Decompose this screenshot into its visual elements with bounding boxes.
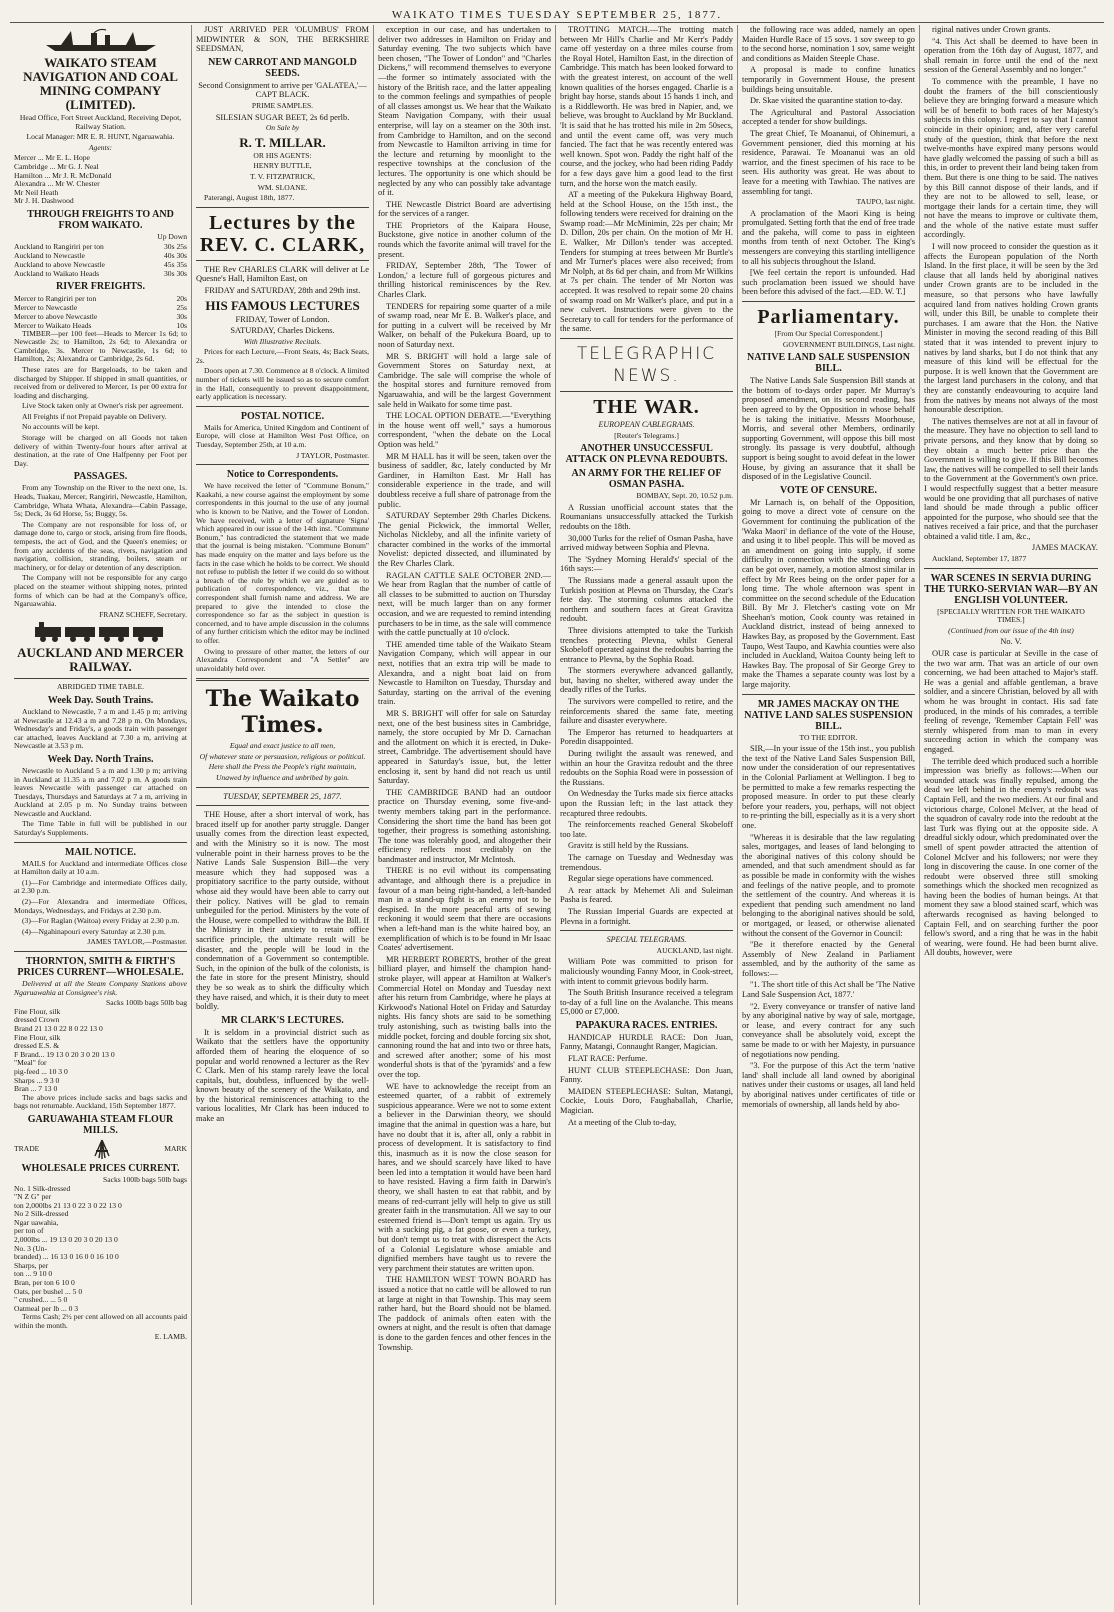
lecture-prices: Prices for each Lecture,—Front Seats, 4s; Back Seats, 2s. — [196, 347, 369, 365]
table-row — [14, 303, 187, 312]
news-paragraph: MR S. BRIGHT will hold a large sale of Government Stores on Saturday next, at Cambridge. The sale will comprise the whole of the hospital stores and furniture removed from Ngaruawahia, and will be the largest Government sale held in Waikato for some time past. — [378, 351, 551, 409]
list-item: ton ... 9 10 0 — [14, 1269, 53, 1279]
trade-mark — [14, 1138, 187, 1160]
motto-line: Here shall the Press the People's right maintain, — [208, 762, 357, 772]
list-item: branded) ... 16 13 0 16 0 0 16 10 0 — [14, 1252, 119, 1262]
river-table — [14, 294, 187, 330]
prices-head: Sacks 100lb bags 50lb bag — [106, 998, 187, 1008]
mackay-letter-title: MR JAMES MACKAY ON THE NATIVE LAND SALES SUSPENSION BILL. — [744, 698, 913, 732]
news-paragraph: THE LOCAL OPTION DEBATE.—"Everything in the house went off well," says a humorous correspondent, "when the debate on the Local Option was held." — [378, 411, 551, 449]
war-title: THE WAR. — [593, 396, 700, 418]
lectures-intro: THE Rev CHARLES CLARK will deliver at Le Quesne's Hall, Hamilton East, on — [196, 264, 369, 284]
race-entry: FLAT RACE: Perfume. — [568, 1054, 648, 1064]
table-row — [14, 269, 187, 278]
parliamentary-title: Parliamentary. — [757, 306, 900, 329]
list-item: dressed E.S. & — [14, 1041, 60, 1051]
divider — [196, 805, 369, 806]
list-item: 2,000lbs ... 19 13 0 20 3 0 20 13 0 — [14, 1235, 118, 1245]
news-paragraph: AT a meeting of the Pukekura Highway Board, held at the School House, on the 15th inst., the following tenders were received for draining on the Swamp road:—Mr McMinimin, 22s per chain; Mr D. Dillon, 20s per chain. On the motion of Mr H. E. Walker, Mr Dillon's tender was accepted. Tenders for stumping at trees between Mr Burtle's and Mr Turner's places were also received; from Mr Nolph, at 8s 6d per chain, and from Mr Wilkins at 7s per chain. The tender of Mr Norton was accepted. It was resolved to repair some 20 chains of swamp road on Mr Walker's place, and put in a new culvert. Instructions were given to the Secretary to call for tenders for the performance of the same. — [560, 190, 733, 334]
seeds-title: NEW CARROT AND MANGOLD SEEDS. — [208, 56, 357, 79]
wholesale-title: WHOLESALE PRICES CURRENT. — [21, 1162, 180, 1174]
news-paragraph: THERE is no evil without its compensating advantage, and although there is a prejudice in favour of a man being right-handed, a left-handed man in a stand-up fight is an enemy not to be despised. In the more peaceful arts of sewing reckoning it would seem that there are occasions when a left-hand man is the white haired boy, an exemplification of which is to be found in Mr Isaac Coates' advertisement. — [378, 866, 551, 953]
agent-row: Mercer ... Mr E. L. Hope — [14, 153, 90, 163]
war-paragraph: Gravitz is still held by the Russians. — [568, 841, 689, 851]
news-paragraph: THE amended time table of the Waikato Steam Navigation Company, which will appear in our next, notifies that an extra trip will be made to Alexandra, and a night boat laid on from Newcastle to Hamilton on Tuesday, Thursday and Saturday, starting on the arrival of the evening train. — [378, 639, 551, 707]
millar-name: R. T. MILLAR. — [239, 134, 326, 150]
letter-paragraph: The natives themselves are not at all in favour of the measure. They have no objection to sell land to private persons, and they know that by doing so they obtain a much better price than the Government is willing to give. If this Bill becomes law, the natives will be compelled to sell their lands to the Government at the Government's own price. I would respectfully suggest that a better measure would be one providing that all purchases of native land should be made through a public officer appointed for the purpose, who should see that the natives received a fair price, and that the purchaser obtained a valid title. I am, &c., — [924, 416, 1098, 541]
divider — [196, 207, 369, 208]
news-paragraph: The Agricultural and Pastoral Association accepted a tender for show buildings. — [742, 107, 915, 127]
list-item: Bran, per ton 6 10 0 — [14, 1278, 75, 1288]
army-headline: AN ARMY FOR THE RELIEF OF OSMAN PASHA. — [571, 468, 722, 491]
divider — [560, 338, 733, 339]
news-paragraph: A proclamation of the Maori King is being promulgated. Setting forth that the end of free trade and the pakeha, will come to pass in eighteen months from tenth of next October. The King's messengers are conveying this startling intelligence to all his subjects throughout the Island. — [742, 208, 915, 266]
steam-nav-title: WAIKATO STEAM NAVIGATION AND COAL MINING COMPANY (LIMITED). — [23, 55, 178, 112]
river-rate: 20s — [176, 293, 187, 303]
news-paragraph: the following race was added, namely an open Maiden Hurdle Race of 15 sovs. 1 sov sweep to go to the second horse, nomination 1 sov, same weight and conditions as Maiden Steeple Chase. — [742, 25, 915, 63]
war-paragraph: 30,000 Turks for the relief of Osman Pasha, have arrived midway between Sophia and Plevna. — [560, 533, 733, 553]
head-office: Head Office, Fort Street Auckland, Receiving Depot, Railway Station. — [19, 113, 182, 131]
column-1 — [10, 25, 192, 1605]
war-paragraph: The reinforcements reached General Skobeloff too late. — [560, 820, 733, 839]
list-item: Fine Flour, silk — [14, 1006, 61, 1016]
river-rate: 30s — [176, 311, 187, 321]
paper-title: The Waikato Times. — [205, 686, 360, 739]
serbia-title: WAR SCENES IN SERVIA DURING THE TURKO-SERVIAN WAR—BY AN ENGLISH VOLUNTEER. — [924, 572, 1098, 606]
table-row — [14, 260, 187, 269]
list-item: Oatmeal per lb ... 0 3 — [14, 1303, 79, 1313]
agent-name: T. V. FITZPATRICK, — [250, 171, 315, 181]
agent-row: Mr Neil Heath — [14, 187, 59, 197]
to-editor: TO THE EDITOR. — [799, 732, 858, 742]
divider — [560, 391, 733, 392]
company-note-2: The Company will not be responsible for any cargo placed on the steamer without shipping notes, printed forms of which can be had at the Company's office, Ngaruawahia. — [14, 573, 187, 609]
list-item: dressed Crown — [14, 1015, 60, 1025]
correspondents-text: We have received the letter of "Commune Bonum," Kaakahi, a new course against the employment by some correspondents in this journal to the use of any journal who is known to be Native, and the Tower of London. We have received, with a letter of signature 'Signa' which appeared in our issue of the 14th inst. "Commune Bonum," has contradicted the statement that we made that the journal is being mistaken. "Commune Bonum" has made enquiry on the matter and lays before us the facts in the case which he holds to be correct. We should not refuse to publish the letter if we could do so without a breach of the rule by which we are guided as to publication of correspondence, viz., that the correspondent shall furnish name and address. We are prepared to give the intended to close the correspondence so far as the subject in question is concerned, and to have ample discussion in the columns of any further criticism which the editor may be inclined to offer. — [196, 481, 369, 645]
prepaid-note: All Freights if not Prepaid payable on Delivery. — [22, 411, 167, 421]
list-item: Brand 21 13 0 22 8 0 22 13 0 — [14, 1023, 103, 1033]
agent-row: Hamilton ... Mr J. R. McDonald — [14, 170, 112, 180]
list-item: " crushed... ... 5 0 — [14, 1295, 68, 1305]
abridged-title: ABRIDGED TIME TABLE. — [56, 682, 145, 692]
column-6 — [920, 25, 1102, 1605]
freights-title: THROUGH FREIGHTS TO AND FROM WAIKATO. — [27, 208, 174, 231]
letter-paragraph: "1. The short title of this Act shall be 'The Native Land Sale Suspension Act, 1877.' — [742, 980, 915, 1000]
timetable-note: The Time Table in full will be published in our Saturday's Supplements. — [14, 819, 187, 838]
list-item: No 2 Silk-dressed — [14, 1209, 69, 1219]
south-trains-text: Auckland to Newcastle, 7 a m and 1.45 p m; arriving at Newcastle at 12.43 a m and 7.28 p m. On Mondays, Wednesday's and Friday's, a goods train with passenger car attached, leaves Auckland at 7.30 a m, arriving at Newcastle at 3.53 p m. — [14, 706, 187, 751]
list-item: Sharps ... 9 3 0 — [14, 1075, 60, 1085]
agent-name: HENRY BUTTLE, — [253, 161, 312, 171]
mail-signature: JAMES TAYLOR,—Postmaster. — [87, 937, 187, 947]
letter-paragraph: SIR,—In your issue of the 15th inst., you publish the text of the Native Land Sales Suspension Bill, now under the consideration of our representatives in the Colonial Parliament at Wellington. I beg to be permitted to make a few remarks respecting the proposed measure. In order to put these clearly before your readers, you, perhaps, will not object to re-printing the bill, especially as it is a very short one. — [742, 744, 915, 830]
railway-title: AUCKLAND AND MERCER RAILWAY. — [17, 645, 184, 675]
postal-notice: Mails for America, United Kingdom and Continent of Europe, will close at Hamilton West Post Office, on Tuesday, September 25th, at 10 a.m. — [196, 422, 369, 450]
taupo-dateline: TAUPO, last night. — [856, 197, 915, 207]
lectures-dates: FRIDAY and SATURDAY, 28th and 29th inst. — [204, 285, 361, 295]
list-item: "N Z G" per — [14, 1192, 52, 1202]
lectures-title: Lectures by the REV. C. CLARK, — [199, 211, 366, 256]
freight-rate: 40s 30s — [164, 250, 187, 260]
trade-label: TRADE — [14, 1143, 40, 1153]
famous-lectures: HIS FAMOUS LECTURES — [205, 297, 360, 313]
serbia-note: [SPECIALLY WRITTEN FOR THE WAIKATO TIMES.] — [937, 606, 1085, 625]
news-paragraph: MR S. BRIGHT will offer for sale on Saturday next, one of the best business sites in Cambridge, namely, the store occupied by Mr D. Carnachan and the allotment on which it is erected, in Duke-street, Cambridge. The advertisement should have appeared in Saturday's issue, but, the letter enclosing it, sent by hand did not reach us until Saturday. — [378, 708, 551, 786]
divider — [196, 464, 369, 465]
bombay-dateline: BOMBAY, Sept. 20, 10.52 p.m. — [636, 491, 733, 501]
mail-line: (1)—For Cambridge and intermediate Offices daily, at 2.30 p.m. — [14, 877, 187, 896]
river-title: RIVER FREIGHTS. — [56, 280, 145, 292]
news-paragraph: Mr Larnach is, on behalf of the Opposition, going to move a direct vote of censure on the Government for continuing the publication of the 'Waka Maori' in defiance of the vote of the House, and using it to libel people. This will be moved as an amendment on going into supply, if some difficulty in connection with the standing orders can be got over, namely, a motion almost similar in effect by Mr Rees being on the order paper for a long time. The whole afternoon was spent in committee on the second schedule of the Education Bill. By Mr J. Fletcher's casting vote on Mr Sheehan's motion, Cook county was retained in Auckland district, instead of being annexed to Hawkes Bay, as proposed by the Government. East Taupo, West Taupo, and Kawhia counties were also included in Auckland, Waitoa County being left to Hawkes Bay. The proposal of Sir George Grey to make the Thames a separate county was lost by a large majority. — [742, 497, 915, 690]
list-item: Fine Flour, silk — [14, 1032, 61, 1042]
special-paragraph: The South British Insurance received a telegram to-day of a full line on the Avalanche. This means £5,000 or £7,000. — [560, 988, 733, 1017]
news-paragraph: FRIDAY, September 28th, 'The Tower of London,' a lecture full of gorgeous pictures and thrilling historical reminiscences by the Rev. Charles Clark. — [378, 261, 551, 300]
letter-paragraph: To commence with the preamble, I have no doubt the framers of the bill conscientiously believe they are bringing forward a measure which will be of benefit to both races of her Majesty's subjects in this colony. I regret to say that I cannot coincide in their opinion; and, after very careful study of the question, think that before the next twelve-months have expired many persons would have gladly welcomed the passing of such a bill as this, in order to prevent their land being taken from them. But there is one thing to be said. The natives by this Bill cannot dispose of their lands, and if they are not to be allowed to sell, lease, or mortgage their lands for a certain time, they will not have the means to improve or cultivate them, and the whole of the native estate must suffer accordingly. — [924, 76, 1098, 240]
letter-paragraph: "2. Every conveyance or transfer of native land by any aboriginal native by way of sale, mortgage, or lease, and every contract for any such conveyance shall be absolutely void, except the same be made to or with her Majesty, in pursuance of negotiations now pending. — [742, 1001, 915, 1059]
divider — [196, 678, 369, 681]
news-paragraph: [We feel certain the report is unfounded. Had such proclamation been issued we should have been before this advised of the fact.—ED. W. T.] — [742, 268, 915, 297]
war-paragraph: The Russian Imperial Guards are expected at Plevna in a fortnight. — [560, 906, 733, 926]
storage-note: Storage will be charged on all Goods not taken delivery of within Twenty-four hours after arrival at destination, at the rate of One Halfpenny per Foot per Day. — [14, 433, 187, 468]
news-paragraph: RAGLAN CATTLE SALE OCTOBER 2ND.—We hear from Raglan that the number of cattle of all classes to be submitted to auction on Thursday next, will be much larger than on any former occasion, and we are requested to remind intending purchasers to be in time, as the sale will commence with the cattle punctually at 10 o'clock. — [378, 570, 551, 638]
paterangi-date: Paterangi, August 18th, 1877. — [204, 193, 295, 203]
lamb-signature: E. LAMB. — [154, 1331, 187, 1341]
cablegrams-label: EUROPEAN CABLEGRAMS. — [598, 420, 695, 429]
sugar-beet: SILESIAN SUGAR BEET, 2s 6d perlb. — [215, 112, 350, 122]
south-trains-title: Week Day. South Trains. — [47, 694, 154, 706]
news-paragraph: TROTTING MATCH.—The trotting match between Mr Hill's Charlie and Mr Kerr's Paddy came off yesterday on a three miles course from the Royal Hotel, Hamilton East, in the direction of Cambridge. This match has been looked forward to with the greatest interest, on account of the well known qualities of the horses engaged. Charlie is a bright bay horse, stands about 15 hands 1 inch, and is a Riddleworth. He was bred in Napier, and, we believe, was brought to Auckland by Mr Buckland. 'It is said that he has trotted his mile in 2m 50secs, and until the event came off, was very much fancied. The fact that he was recently entered was well known. Spot won. Paddy the right half of the course, and the jockey, who had been riding Paddy for a few days gave him a good lead to the first turn, and the horse won the match easily. — [560, 25, 733, 188]
mackay-date: Auckland, September 17, 1877 — [932, 554, 1027, 564]
list-item: No. 1 Silk-dressed — [14, 1183, 71, 1193]
divider — [14, 678, 187, 679]
own-correspondent: [From Our Special Correspondent.] — [774, 329, 883, 339]
train-icon — [31, 621, 171, 643]
livestock-note: Live Stock taken only at Owner's risk per agreement. — [22, 401, 184, 411]
seeds-arrived: JUST ARRIVED PER 'OLUMBUS' FROM MIDWINTER & SON, THE BERKSHIRE SEEDSMAN, — [196, 25, 369, 54]
special-telegrams-title: SPECIAL TELEGRAMS. — [606, 935, 687, 945]
divider — [560, 930, 733, 931]
censure-title: VOTE OF CENSURE. — [780, 484, 877, 496]
prices-title: THORNTON, SMITH & FIRTH'S PRICES CURRENT—WHOLESALE. — [17, 956, 184, 978]
war-paragraph: The 'Sydney Morning Herald's' special of the 16th says:— — [560, 554, 733, 574]
wholesale-head: Sacks 100lb bags 50lb bags — [103, 1174, 187, 1184]
serbia-paragraph: The terrible deed which produced such a horrible impression was briefly as follows:—When our wounded attack was finally repulsed, among the dead we left behind in the enemy's redoubt was Captain Fell, and the two mediers. At our final and victorious charge, Colonel McIver, at the head of the squadron of cavalry rode into the redoubt at the last Turk was flying out at the opposite side. A dreadful sickly odour, which predominated over the smell of spent powder attracted the attention of Colonel McIver and his followers; nor were they long in discovering the cause. In one corner of the redoubt were observed three still smoking somethings which the shocked men recognized as having been the bodies of human beings. At that moment they saw a blood stained scarf, which was afterwards recognised as having belonged to Captain Fell, and on searching further the poor fellow's sword, and a ring that he was in the habit of wearing, were found. He had been burnt alive. All doubts, however, were — [924, 756, 1098, 958]
attack-headline: ANOTHER UNSUCCESSFUL ATTACK ON PLEVNA REDOUBTS. — [565, 443, 728, 466]
nlss-title: NATIVE LAND SALE SUSPENSION BILL. — [747, 352, 910, 375]
divider — [742, 301, 915, 302]
on-sale-label: On Sale by — [265, 123, 300, 133]
war-paragraph: The Emperor has returned to headquarters at Poredin disappointed. — [560, 727, 733, 747]
letter-paragraph: riginal natives under Crown grants. — [932, 25, 1051, 34]
list-item: Ngar uawahia, — [14, 1217, 59, 1227]
race-entry: At a meeting of the Club to-day, — [568, 1117, 677, 1127]
news-paragraph: SATURDAY September 29th Charles Dickens. The genial Pickwick, the immortal Weller, Nicholas Nickleby, and all the infinite variety of character combined in the works of the immortal Novelist: depicted dissected, and illuminated by the Rev Charles Clark. — [378, 511, 551, 569]
wholesale-list — [14, 1185, 187, 1314]
accounts-note: No accounts will be kept. — [22, 422, 100, 432]
news-paragraph: WE have to acknowledge the receipt from an esteemed quarter, of a rabbit of extremely suspicious appearance. Were we not to some extent a believer in the Darwinian theory, we should imagine that the animal in question was a hare, but have no doubt that it is, after all, only a rabbit in process of development. It is satisfactory to find this, inasmuch as it is now the close season for hares, and we should scarcely have liked to have been led into a temptation it would have been hard to have resisted. Having a firm faith in Darwin's theory, we shall hasten to eat that rabbit, and by means of red-currant jelly will help to give us still greater faith in the transmutation. All we say to our esteemed friend is—Don't tempt us again. Try us with a sucking pig, a fat goose, or even a turkey, but don't tempt us to treat with disrespect the Acts of a Colonial Legislature whose amiable and dignified members have taught us to revere the very parchment their statutes are written upon. — [378, 1081, 551, 1273]
agent-row: Cambridge ... Mr G. J. Neal — [14, 161, 99, 171]
passages-title: PASSAGES. — [73, 471, 128, 483]
freight-route: Auckland to Newcastle — [14, 250, 85, 260]
prices-list — [14, 1008, 187, 1094]
letter-paragraph: "Whereas it is desirable that the law regulating sales, mortgages, and leases of land belonging to the aboriginal natives of this colony should be amended, and that such amendment should as far as possible be made in conformity with the wishes and feelings of the native people, and to promote the settlement of the country. And whereas it is expedient that pending such amendment no land belonging to the aboriginal natives should be sold, or mortgaged, or leased, or otherwise alienated without the consent of the Governor in Council: — [742, 832, 915, 938]
mills-title: GARUAWAHIA STEAM FLOUR MILLS. — [27, 1113, 174, 1136]
column-4 — [556, 25, 738, 1605]
list-item: No. 3 (Un- — [14, 1243, 48, 1253]
news-paragraph: The great Chief, Te Moananui, of Ohinemuri, a Government pensioner, died this morning at his residence, Parawai. Te Moananui was an old warrior, and the finest specimen of his race to be seen. His authority was great. He was about to leave for a meeting with Tawhiao. The natives are assembling for tangi. — [742, 128, 915, 196]
column-5 — [738, 25, 920, 1605]
mail-line: (4)—Ngahinapouri every Saturday at 2.30 p.m. — [22, 926, 166, 936]
news-paragraph: TENDERS for repairing some quarter of a mile of swamp road, near Mr E. B. Walker's place, and for putting in a culvert will be received by Mr Walker, on behalf of the Pukekura Board, up to noon of Saturday next. — [378, 301, 551, 349]
prime-samples: PRIME SAMPLES. — [251, 100, 314, 110]
news-paragraph: The Native Lands Sale Suspension Bill stands at the bottom of to-days order paper. Mr Murray's proposed amendment, on its second reading, has been agreed to by the Opposition in whose behalf he is taking the initiative. Messrs Moorhouse, Morris, and several other Members, ordinarily supporting Government, will oppose this bill most strongly. Its passage is very doubtful, although support is being sought to avoid defeat in the lower House, by giving an assurance that it shall be disposed of in the Legislative Council. — [742, 376, 915, 482]
mail-notice-title: MAIL NOTICE. — [64, 846, 137, 858]
consignment-note: Second Consignment to arrive per 'GALATEA,'—CAPT BLACK. — [198, 80, 367, 100]
mail-line: (3)—For Raglan (Waitoa) every Friday at 2.30 p.m. — [22, 916, 180, 926]
war-paragraph: The carnage on Tuesday and Wednesday was tremendous. — [560, 852, 733, 872]
list-item: "Meal" for — [14, 1058, 47, 1068]
divider — [742, 694, 915, 695]
clark-lectures-title: MR CLARK'S LECTURES. — [221, 1014, 344, 1026]
war-paragraph: Three divisions attempted to take the Turkish trenches protecting Plevna, whilst General Skobeloff operated against the redoubts barring the entrance to Plevna, by the Sophia Road. — [560, 625, 733, 664]
race-entry: HANDICAP HURDLE RACE: Don Juan, Fanny, Matangi, Connaught Ranger, Magician. — [560, 1032, 733, 1052]
divider — [14, 951, 187, 952]
divider — [196, 787, 369, 788]
mail-line: MAILS for Auckland and intermediate Offices close at Hamilton daily at 10 a.m. — [14, 858, 187, 877]
news-paragraph: A proposal is made to confine lunatics temporarily in Government House, the present buildings being unsuitable. — [742, 65, 915, 94]
divider — [196, 260, 369, 261]
reuter-label: [Reuter's Telegrams.] — [614, 430, 679, 440]
prices-note: Delivered at all the Steam Company Stations above Ngaruawahia at Consignee's risk. — [14, 979, 187, 997]
river-route: Mercer to Newcastle — [14, 302, 78, 312]
divider — [14, 842, 187, 843]
column-3 — [374, 25, 556, 1605]
illustrative-note: With Illustrative Recitals. — [243, 336, 322, 346]
letter-paragraph: "3. For the purpose of this Act the term 'native land' shall include all land owned by aboriginal natives under their customs or usages, all land held by aboriginal natives under certificates of title or memorials of ownership, all lands held by abo- — [742, 1061, 915, 1109]
mail-line: (2)—For Alexandra and intermediate Offices, Mondays, Wednesdays, and Fridays at 2.30 p.m. — [14, 897, 187, 915]
column-2 — [192, 25, 374, 1605]
company-note: The Company are not responsible for loss of, or damage done to, cargo or stock, arising from fire floods, tempests, the act of God, and the Queen's enemies; or from any accidents of the seas, rivers, navigation and navigation, collision, stranding, boilers, steam or machinery, or for delay or detention of any description. — [14, 519, 187, 572]
news-paragraph: THE Newcastle District Board are advertising for the services of a ranger. — [378, 199, 551, 219]
correspondents-text-2: Owing to pressure of other matter, the letters of our Alexandra Correspondent and "A Settler" are unavoidably held over. — [196, 646, 369, 673]
freight-rate: 45s 35s — [164, 259, 187, 269]
freights-table — [14, 242, 187, 278]
river-route: Mercer to above Newcastle — [14, 311, 98, 321]
news-paragraph: THE Proprietors of the Kaipara House, Buckstone, give notice in another column of the rounds which the favorite animal will travel for the present. — [378, 220, 551, 259]
river-rate: 10s — [176, 320, 187, 330]
news-paragraph: THE CAMBRIDGE BAND had an outdoor practice on Thursday evening, some five-and-twenty members taking part in the performance. Considering the short time the band has been got together, their progress is something astonishing. The tone was tolerably good, and altogether their efficiency reflects most creditably on the bandmaster and instructor, Mr McIntosh. — [378, 787, 551, 864]
race-entry: HUNT CLUB STEEPLECHASE: Don Juan, Fanny. — [560, 1065, 733, 1085]
list-item: per ton of — [14, 1226, 44, 1236]
steamer-icon — [41, 27, 161, 53]
table-row — [14, 294, 187, 303]
letter-paragraph: I will now proceed to consider the question as it affects the European population of the North Island. In the first place, it will be seen by the 3rd clause that all lands held by aboriginal natives under Crown grants are to be included in the measure, so that persons who have lawfully acquired land from natives holding Crown grants will, under this Bill, be unable to complete their purchases. I am aware that the Hon. the Native Minister in moving the second reading of this Bill stated that it was intended to prevent injury to natives by land sharks, but I do not think that any measure of this kind will be effectual for the purpose. It is well known that the Government are the largest land purchasers in the colony, and that they are constantly endeavouring to acquire land from the natives by means not always of the most honourable description. — [924, 242, 1098, 415]
saturday-lecture: SATURDAY, Charles Dickens. — [230, 326, 335, 336]
motto-line: Of whatever state or persuasion, religious or political. — [199, 751, 366, 761]
agents-label: Agents: — [88, 142, 113, 152]
freight-rate: 30s 25s — [164, 241, 187, 251]
news-paragraph: Dr. Skae visited the quarantine station to-day. — [750, 96, 903, 106]
war-paragraph: Regular siege operations have commenced. — [568, 874, 714, 884]
war-paragraph: A rear attack by Mehemet Ali and Suleiman Pasha is feared. — [560, 885, 733, 905]
list-item: Oats, per bushel ... 5 0 — [14, 1286, 83, 1296]
news-paragraph: THE HAMILTON WEST TOWN BOARD has issued a notice that no cattle will be allowed to run at large at night in that Township. This may seem rather hard, but the Board should not be blamed. The paddock of animals often eaten with the owners at night, and the result is often that damage is done to the garden fences and other fences in the Township. — [378, 1275, 551, 1352]
list-item: Sharps, per — [14, 1260, 49, 1270]
freight-route: Auckland to Waikato Heads — [14, 268, 100, 278]
issue-date: TUESDAY, SEPTEMBER 25, 1877. — [223, 791, 342, 801]
terms-note: Terms Cash; 2½ per cent allowed on all accounts paid within the month. — [14, 1312, 187, 1330]
war-paragraph: The stormers everywhere advanced gallantly, but, having no shelter, withered away under the deadly rifles of the Turks. — [560, 666, 733, 695]
divider — [196, 406, 369, 407]
clark-lectures-text: It is seldom in a provincial district such as Waikato that the settlers have the opportunity afforded them of hearing the eloquence of so popular and world renowned a lecturer as the Rev C Clark. Men of his stamp rarely leave the local capitals, but, doubtless, influenced by the well-known beauty of the scenery of the Waikato, and by the historical reminiscences attaching to the various localities, Mr Clark has been induced to make an — [196, 1027, 369, 1124]
war-paragraph: The survivors were compelled to retire, and the reinforcements shared the same fate, meeting failure and disaster everywhere. — [560, 697, 733, 726]
columns — [10, 25, 1104, 1605]
list-item: pig-feed ... 10 3 0 — [14, 1066, 68, 1076]
wheatsheaf-icon — [87, 1138, 117, 1160]
table-row — [14, 242, 187, 251]
postal-signature: J TAYLOR, Postmaster. — [296, 450, 369, 460]
freights-head: Up Down — [157, 231, 187, 241]
races-title: PAPAKURA RACES. ENTRIES. — [575, 1019, 718, 1031]
motto-line: Unawed by influence and unbribed by gain. — [215, 773, 350, 783]
serbia-continued: (Continued from our issue of the 4th inst) — [948, 625, 1074, 635]
gov-buildings-dateline: GOVERNMENT BUILDINGS, Last night. — [782, 339, 915, 349]
doors-note: Doors open at 7.30. Commence at 8 o'clock. A limited number of tickets will be issued so as to secure comfort in the Hall, consequently to prevent disappointment, early application is necessary. — [196, 366, 369, 402]
war-paragraph: The Russians made a general assault upon the Turkish position at Plevna on Thursday, the Czar's fete day. The storming columns attacked the northern and southern faces at Great Gravitza redoubt. — [560, 575, 733, 624]
running-head: WAIKATO TIMES TUESDAY SEPTEMBER 25, 1877. — [10, 8, 1104, 23]
motto-line: Equal and exact justice to all men, — [229, 741, 336, 751]
war-paragraph: A Russian unofficial account states that the Roumanians unsuccessfully attacked the Turkish redoubts on the 18th. — [560, 502, 733, 531]
news-paragraph: MR HERBERT ROBERTS, brother of the great billiard player, and himself the champion hand-stroke player, will appear at Hamilton at Walker's Commercial Hotel on Monday and Tuesday next after his return from Cambridge, where he plays at Kirkwood's National Hotel on Friday and Saturday nights. His fancy shots are said to be something truly astonishing, such as twisting balls into the middle pocket, forcing and double forcing six shot, cannoning round the hat and into two or three hats, and screwed after another; some of his most wonderful shots is that of the 'pyramids' and a few over the top. — [378, 954, 551, 1079]
letter-paragraph: "Be it therefore enacted by the General Assembly of New Zealand in Parliament assembled, and by the authority of the same as follows:— — [742, 940, 915, 978]
north-trains-text: Newcastle to Auckland 5 a m and 1.30 p m; arriving in Auckland at 11.35 a m and 7.02 p m. A goods train leaves Newcastle with passenger car attached on Tuesdays, Thursdays and Saturdays at 7 a m, arriving in Auckland at 2.05 p m. No Sunday trains between Newcastle and Auckland. — [14, 765, 187, 818]
serbia-paragraph: OUR case is particular at Seville in the case of the two war arm. That was an article of our own concerning, we had been attached to Major's staff. He was a genial and affable gentleman, a brave soldier, and a sincere Christian, beloved by all with whom he was brought in contact. His sad fate produced, in the minds of his comrades, a terrible feeling of revenge, 'Remember Captain Fell' was sternly whispered from man to man in every succeeding action in which the company was engaged. — [924, 649, 1098, 754]
telegraphic-title: TELEGRAPHIC NEWS. — [576, 344, 717, 386]
editorial-text: THE House, after a short interval of work, has braced itself up for another party struggle. Danger usually comes from the direction least expected, and with the Ministry so it is now. The most vulnerable point in their harness proves to be the Native Lands Sale Suspension Bill—the very measure which they had supposed was a propitiatory sacrifice to the party outside, without whose aid they would have been able to carry out their policy. Natives will be glad to remain unbeguiled for the period. Ministers by the vote of the House, were compelled to withdraw the Bill. If the Ministry in their anxiety to retain office sacrifice principle, the ultimate result will be disaster, and the people will be loud in the condemnation of a Government so contemptible. Such, in the opinion of the bulk of the colonists, is the fate in store for the present Ministry, should they be so weak as to shirk the difficulty which they have raised, and which, it is their duty to meet boldly. — [196, 810, 369, 1012]
friday-lecture: FRIDAY, Tower of London. — [235, 314, 330, 324]
news-paragraph: exception in our case, and has undertaken to deliver two addresses in Hamilton on Friday and Saturday evening. The two subjects which have been chosen, "The Tower of London" and "Charles Dickens," will recommend themselves to everyone—the former so intimately associated with the history of the British race, and the latter appealing to the common feelings and sympathies of people of all classes amongst us. We hear that the Waikato Steam Navigation Company, with their usual enterprise, will lay on a steamer on the 30th inst. from Cambridge to Hamilton, and on the second from Newcastle to Hamilton arriving in time for the lecture and returning by moonlight to the respective townships at the conclusion of the lectures. The opportunity is one which should be neglected by any who can possibly take advantage of it. — [378, 25, 551, 198]
mackay-signature: JAMES MACKAY. — [1031, 543, 1098, 553]
prices-footer: The above prices include sacks and bags sacks and bags not returnable. Auckland, 15th September 1877. — [14, 1092, 187, 1111]
postal-notice-title: POSTAL NOTICE. — [240, 410, 325, 422]
list-item: F Brand... 19 13 0 20 3 0 20 13 0 — [14, 1049, 115, 1059]
war-paragraph: During twilight the assault was renewed, and within an hour the Gravitza redoubt and the three redoubts on the Sophia Road were in possession of the Russians. — [560, 749, 733, 787]
agent-name: WM. SLOANE. — [257, 182, 308, 192]
auckland-dateline: AUCKLAND, last night. — [656, 945, 733, 955]
rates-note: These rates are for Bargeloads, to be taken and discharged by Shipper. If shipped in small quantities, or received from or delivered to Mercer, 1s per 00 extra for loading and discharging. — [14, 364, 187, 400]
list-item: Bran ... 7 13 0 — [14, 1084, 58, 1094]
north-trains-title: Week Day. North Trains. — [47, 753, 154, 765]
timber-rates: TIMBER—per 100 feet—Heads to Mercer 1s 6d; to Newcastle 2s; to Hamilton, 2s 6d; to Alexandra or Cambridge, 3s. Mercer to Newcastle, 1s 6d; to Hamilton, 2s; Alexandra or Cambridge, 2s 6d. — [14, 328, 187, 364]
table-row — [14, 251, 187, 260]
letter-paragraph: "4. This Act shall be deemed to have been in operation from the 16th day of August, 1877, and shall remain in force until the end of the next session of the General Assembly and no longer." — [924, 36, 1098, 75]
mark-label: MARK — [164, 1143, 187, 1153]
divider — [924, 568, 1098, 569]
special-paragraph: William Pote was committed to prison for maliciously wounding Fanny Moor, in Cook-street, with intent to commit grievous bodily harm. — [560, 957, 733, 986]
freight-route: Auckland to Rangiriri per ton — [14, 241, 104, 251]
table-row — [14, 312, 187, 321]
agents-list — [14, 154, 187, 206]
agents-label-2: OR HIS AGENTS: — [253, 150, 312, 160]
local-manager: Local Manager: MR E. R. HUNT, Ngaruawahia. — [26, 132, 175, 142]
passages-text: From any Township on the River to the next one, 1s. Heads, Tuakau, Mercer, Rangiriri, Newcastle, Hamilton, Cambridge, Whata Whata, Alexandra—Cabin Passage, 5s; Deck, 3s 6d Horse, 5s; Buggy, 5s. — [14, 483, 187, 519]
serbia-number: No. V. — [1000, 637, 1022, 647]
river-route: Mercer to Rangiriri per ton — [14, 293, 97, 303]
war-paragraph: On Wednesday the Turks made six fierce attacks upon the Russian left; in the last attack they recaptured three redoubts. — [560, 789, 733, 818]
secretary-signature: FRANZ SCHEFF, Secretary. — [99, 609, 187, 619]
freight-rate: 30s 30s — [164, 268, 187, 278]
race-entry: MAIDEN STEEPLECHASE: Sultan, Matangi, Cockie, Louis Doro, Faughaballah, Charlie, Magician. — [560, 1086, 733, 1116]
correspondents-title: Notice to Correspondents. — [226, 469, 339, 481]
river-rate: 25s — [176, 302, 187, 312]
news-paragraph: MR M HALL has it will be seen, taken over the business of saddler, &c, lately conducted by Mr Gardiner, in Hamilton East. Mr Hall has considerable experience in the trade, and will doubtless receive a full share of patronage from the public. — [378, 451, 551, 509]
list-item: ton 2,000lbs 21 13 0 22 3 0 22 13 0 — [14, 1200, 122, 1210]
river-route: Mercer to Waikato Heads — [14, 320, 92, 330]
agent-row: Alexandra ... Mr W. Chester — [14, 179, 100, 189]
freight-route: Auckland to above Newcastle — [14, 259, 105, 269]
agent-row: Mr J. H. Dashwood — [14, 196, 74, 206]
